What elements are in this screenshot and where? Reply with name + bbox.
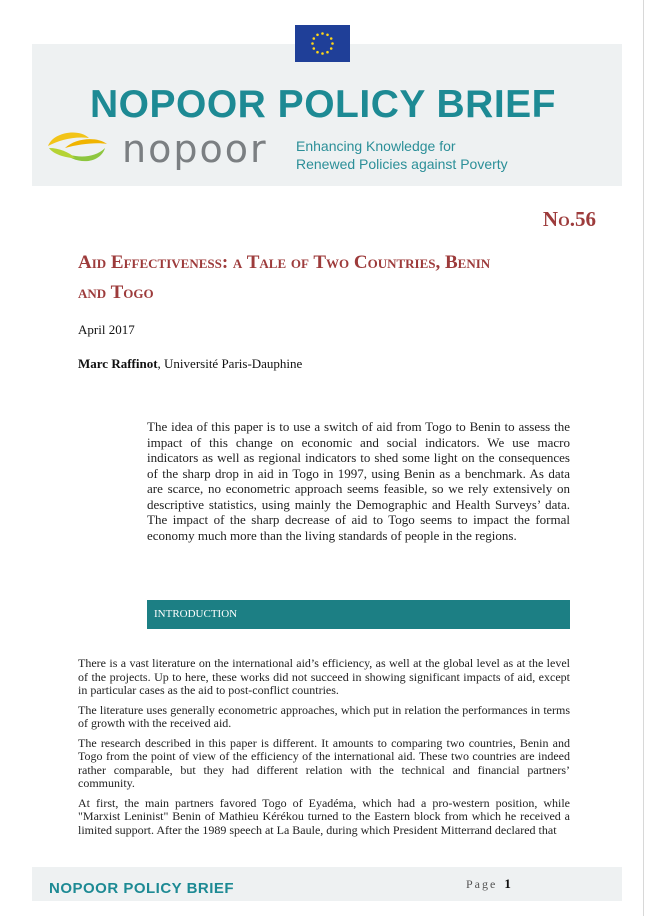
publication-date: April 2017 — [78, 322, 135, 337]
section-heading: INTRODUCTION — [154, 608, 238, 620]
author-affiliation: , Université Paris-Dauphine — [157, 356, 303, 371]
paragraph: The literature uses generally econometric approaches, which put in relation the performances in terms of growth with the received aid. — [78, 702, 570, 730]
paragraph: There is a vast literature on the international aid’s efficiency, as well at the global level as at the level of the projects. Up to here, these works did not succeed in showing significant impacts of aid, except in particular cases as the aid to post-conflict countries. — [78, 656, 570, 697]
footer-title: NOPOOR POLICY BRIEF — [49, 880, 235, 897]
abstract: The idea of this paper is to use a switch of aid from Togo to Benin to assess the impact of this change on economic and social indicators. We use macro indicators as well as regional indicators to shed some light on the consequences of the sharp drop in aid in Togo in 1997, using Benin as a benchmark. As data are scarce, no econometric approach seems feasible, so we rely extensively on descriptive statistics, using mainly the Demographic and Health Surveys’ data. The impact of the sharp decrease of aid to Togo seems to impact the formal economy much more than the living standards of people in the regions. — [147, 419, 570, 543]
tagline-line-1: Enhancing Knowledge for — [296, 138, 456, 154]
introduction-body — [78, 657, 570, 843]
page-edge — [643, 0, 644, 916]
issue-number: No.56 — [542, 207, 596, 231]
page-number-label — [466, 876, 511, 892]
author-line — [78, 356, 302, 372]
tagline-line-2: Renewed Policies against Poverty — [296, 156, 508, 172]
eu-flag-icon — [295, 25, 350, 62]
header-tagline — [296, 137, 508, 173]
paragraph: At first, the main partners favored Togo of Eyadéma, which had a pro-western position, while "Marxist Leninist" Benin of Mathieu Kérékou turned to the Eastern block from which he received a limited support. After the 1989 speech at La Baule, during which President Mitterrand declared that — [78, 795, 570, 837]
paragraph: The research described in this paper is different. It amounts to comparing two countries, Benin and Togo from the point of view of the efficiency of the international aid. These two countries are indeed rather comparable, but they had different relation with the technical and financial partners’ community. — [78, 735, 570, 790]
nopoor-logo-icon — [45, 128, 111, 173]
nopoor-logo-text: nopoor — [122, 127, 268, 171]
title-line-2: and Togo — [78, 282, 154, 303]
page-word: Page — [466, 877, 498, 891]
brief-title: NOPOOR POLICY BRIEF — [90, 83, 556, 126]
author-name: Marc Raffinot — [78, 356, 158, 371]
page-number: 1 — [504, 876, 511, 891]
section-heading-bar — [147, 600, 570, 629]
document-title — [78, 248, 578, 308]
title-line-1: Aid Effectiveness: a Tale of Two Countries, Benin — [78, 252, 491, 273]
